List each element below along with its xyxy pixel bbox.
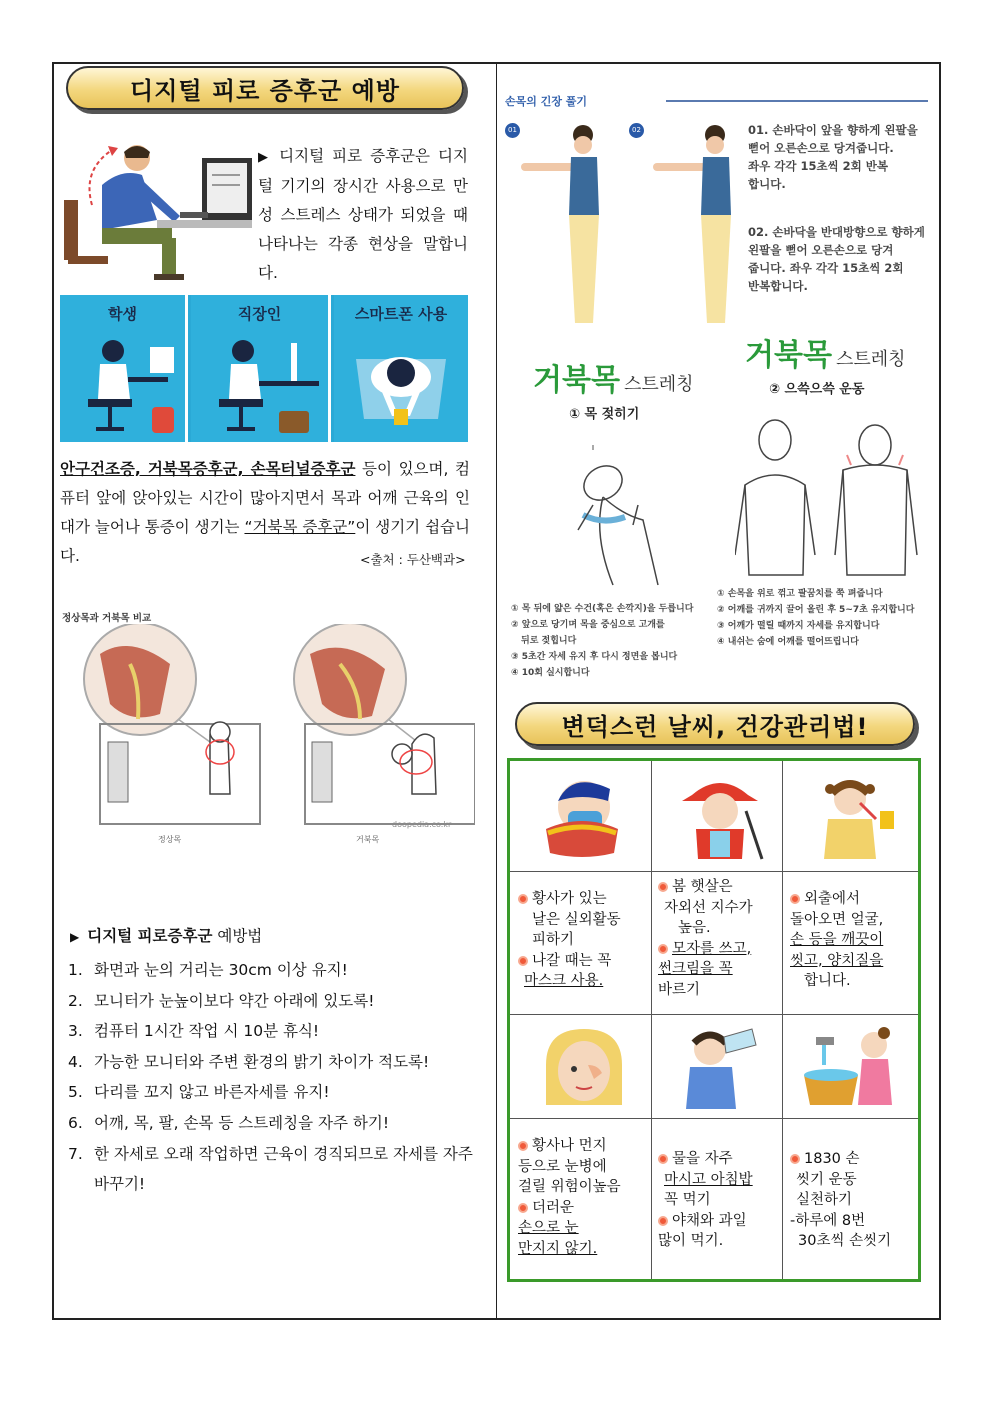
tips-title-bold: 디지털 피로증후군 [87, 927, 213, 945]
weather-health-table [507, 758, 921, 1282]
description-text-2: 이 생기기 쉽습니다. [60, 518, 471, 565]
shoulder-shrug-illustration [735, 415, 935, 585]
hand-washing-girl-icon [800, 1025, 910, 1109]
list-item: 1. 화면과 눈의 거리는 30cm 이상 유지! [68, 961, 348, 979]
tip-cell-eye-disease: 황사나 먼지 등으로 눈병에 걸릴 위험이높음 더러운 손으로 눈 만지지 않기. [518, 1138, 621, 1257]
tip-cell-wash: 외출에서 돌아오면 얼굴, 손 등을 깨끗이 씻고, 양치질을 합니다. [790, 891, 884, 989]
flower-bullet-icon [518, 1141, 528, 1151]
brushing-teeth-girl-icon [810, 771, 900, 861]
tip-cell-uv: 봄 햇살은 자외선 지수가 높음. 모자를 쓰고, 썬크림을 꼭 바르기 [658, 879, 753, 998]
flower-bullet-icon [518, 1203, 528, 1213]
turtle-neck-stretch-1 [503, 355, 713, 695]
drinking-water-boy-icon [680, 1023, 760, 1111]
list-item: 4. 가능한 모니터와 주변 환경의 밝기 차이가 적도록! [68, 1052, 430, 1071]
intro-paragraph [258, 142, 468, 288]
list-item: 7. 한 자세로 오래 작업하면 근육이 경직되므로 자세를 자주 바꾸기! [68, 1144, 473, 1194]
step-badge-2: 02 [629, 123, 644, 138]
wrist-stretch-illustration [513, 115, 733, 325]
turtle-stretch-1-title: 거북목 스트레칭 [533, 363, 694, 398]
tips-title-rest: 예방법 [212, 927, 263, 945]
neck-comparison-illustration [60, 624, 475, 834]
turtle-neck-highlight: “거북목 증후군” [244, 518, 356, 536]
intro-text: 디지털 피로 증후군은 디지털 기기의 장시간 사용으로 만성 스트레스 상태가 되었을 때 나타나는 각종 현상을 말합니다. [258, 147, 468, 282]
flower-bullet-icon [658, 944, 668, 954]
turtle-stretch-1-steps: ① 목 뒤에 얇은 수건(혹은 손깍지)을 두릅니다 ② 앞으로 당기며 목을 중심으로 고개를 뒤로 젖힙니다 ③ 5초간 자세 유지 후 다시 정면을 봅니다 ④ 10회 실시합니다 [511, 604, 694, 678]
panel-student [60, 295, 188, 442]
source-citation: <출처 : 두산백과> [360, 552, 466, 567]
posture-panels [60, 295, 468, 442]
neck-comparison-figure [60, 606, 475, 846]
panel-smartphone [334, 295, 468, 442]
panel-label-student: 학생 [108, 305, 137, 323]
tip-cell-water-breakfast: 물을 자주 마시고 아침밥 꼭 먹기 야채와 과일 많이 먹기. [658, 1151, 753, 1249]
smartphone-posture-icon [348, 329, 454, 437]
comparison-watermark: doopedia.co.kr [392, 820, 452, 829]
column-divider [496, 62, 497, 1320]
flower-bullet-icon [518, 894, 528, 904]
list-item: 3. 컴퓨터 1시간 작업 시 10분 휴식! [68, 1022, 320, 1041]
arrow-right-icon: ▶ [258, 150, 272, 165]
flower-bullet-icon [790, 894, 800, 904]
comparison-label-normal: 정상목 [158, 835, 182, 844]
turtle-neck-stretch-2 [715, 330, 935, 670]
neck-tilt-illustration [563, 445, 683, 595]
tip-cell-handwashing: 1830 손 씻기 운동 실천하기 -하루에 8번 30초씩 손씻기 [790, 1151, 892, 1249]
student-posture-icon [68, 329, 180, 437]
flower-bullet-icon [658, 882, 668, 892]
turtle-stretch-2-title: 거북목 스트레칭 [745, 338, 906, 373]
wrist-step-2: 02. 손바닥을 반대방향으로 향하게 왼팔을 뻗어 오른손으로 당겨 줍니다. 좌우 각각 15초씩 2회 반복합니다. [748, 225, 925, 293]
flower-bullet-icon [790, 1154, 800, 1164]
arrow-right-icon: ▶ [70, 930, 80, 944]
description-text-1: 등이 있으며, 컴퓨터 앞에 앉아있는 시간이 많아지면서 목과 어깨 근육의 인대가 늘어나 통증이 생기는 [60, 460, 470, 536]
comparison-title: 정상목과 거북목 비교 [62, 613, 152, 624]
section-banner-digital-fatigue: 디지털 피로 증후군 예방 [66, 66, 464, 110]
list-item: 2. 모니터가 눈높이보다 약간 아래에 있도록! [68, 991, 375, 1010]
syndrome-terms: 안구건조증, 거북목증후군, 손목터널증후군 [60, 460, 356, 478]
wrist-stretch-figure [503, 85, 933, 325]
tip-cell-yellow-dust: 황사가 있는 날은 실외활동 피하기 나갈 때는 꼭 마스크 사용. [518, 889, 648, 992]
title-rule [666, 100, 928, 102]
section-banner-weather-health: 변덕스런 날씨, 건강관리법! [515, 702, 915, 746]
step-badge-1: 01 [505, 123, 520, 138]
list-item: 6. 어깨, 목, 팔, 손목 등 스트레칭을 자주 하기! [68, 1113, 390, 1132]
turtle-stretch-1-subtitle: ① 목 젖히기 [569, 407, 640, 422]
computer-worker-illustration [62, 130, 252, 282]
wrist-stretch-title: 손목의 긴장 풀기 [505, 95, 588, 108]
sun-cap-child-icon [670, 771, 770, 861]
turtle-stretch-2-subtitle: ② 으쓱으쓱 운동 [769, 382, 865, 397]
panel-label-office-worker: 직장인 [237, 305, 282, 323]
flower-bullet-icon [518, 956, 528, 966]
panel-office-worker [191, 295, 331, 442]
flower-bullet-icon [658, 1216, 668, 1226]
flower-bullet-icon [658, 1154, 668, 1164]
prevention-tips-list [68, 955, 488, 1200]
office-worker-posture-icon [203, 329, 321, 437]
list-item: 5. 다리를 꼬지 않고 바른자세를 유지! [68, 1083, 330, 1102]
masked-child-icon [542, 771, 622, 861]
turtle-stretch-2-steps: ① 손목을 위로 꺾고 팔꿈치를 쭉 펴줍니다 ② 어깨를 귀까지 끌어 올린 후 5~7초 유지합니다 ③ 어깨가 떨릴 때까지 자세를 유지합니다 ④ 내쉬는 숨에 어깨를 떨어뜨립니다 [717, 589, 915, 647]
panel-label-smartphone: 스마트폰 사용 [354, 305, 448, 323]
comparison-label-turtle: 거북목 [356, 835, 380, 844]
prevention-tips-title [70, 922, 262, 952]
wrist-step-1: 01. 손바닥이 앞을 향하게 왼팔을 뻗어 오른손으로 당겨줍니다. 좌우 각각 15초씩 2회 반복 합니다. [748, 123, 918, 191]
eye-rubbing-girl-icon [536, 1025, 631, 1110]
